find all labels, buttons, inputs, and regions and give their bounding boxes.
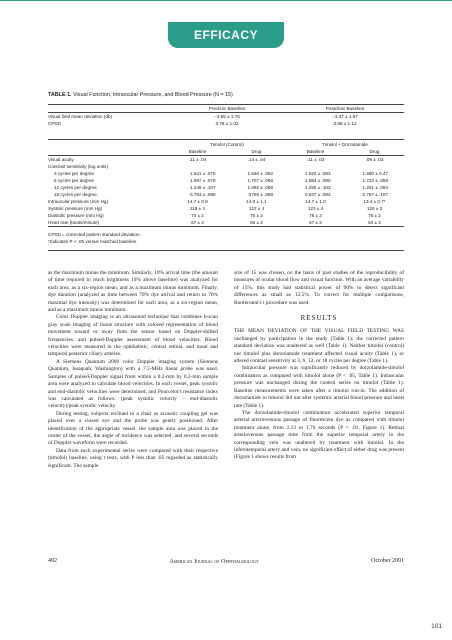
right-column	[234, 270, 404, 462]
row-label: 18 cycles per degree	[54, 192, 97, 197]
cell: 118 ± 4	[190, 206, 205, 211]
cell: −3.65 ± 1.76	[214, 114, 240, 119]
table-sub-header	[48, 148, 404, 155]
table-row	[48, 170, 404, 177]
cell: 1.249 ± .107	[189, 185, 216, 190]
sub-header: Drug	[369, 149, 380, 154]
cell: 1.524 ± .083	[304, 171, 331, 176]
cell: 123 ± 4	[307, 206, 324, 211]
table-group-header	[48, 140, 404, 148]
sub-header: Baseline	[306, 149, 325, 154]
table-header-preclinic: Preclinic Baseline	[208, 106, 246, 111]
paragraph: size of 15 was chosen, on the basis of past studies of the reproducibility of measures of ocular blood flow and visual function. With an average variability of 15%, this study had statistical power of 90% to detect significant differences as small as 12.5%. To correct for multiple comparisons, Bonferonni's t procedure was used.	[234, 270, 404, 306]
table-row	[48, 191, 404, 198]
cell: 1.255 ± .103	[304, 185, 331, 190]
paragraph: as the maximum minus the minimum. Similarly, 10% arrival time (the amount of time required to reach brightness 10% above baseline) was analyzed for each area, as a six-region mean, and as a maximum minus minimum. Finally, dye duration (analyzed as time between 70% dye arrival and return to 70% maximal dye intensity) was determined for each area, as a six-region mean, and as a maximum minus minimum.	[48, 270, 218, 314]
table-notes	[48, 231, 404, 245]
row-label: CPSD	[48, 121, 61, 126]
table-caption	[48, 92, 404, 98]
paragraph: Data from each experimental series were compared with their respective (timolol) baseline, using t tests, with P less than .05 regarded as statistically significant. The sample	[48, 447, 218, 469]
cell: 1.092 ± .086	[247, 185, 273, 190]
cell: 3.78 ± 1.02	[215, 121, 239, 126]
cell: 1.201 ± .094	[362, 185, 388, 190]
cell: 0.783 ± .098	[189, 192, 216, 197]
table-caption-text: Visual Function, Intraocular Pressure, and Blood Pressure (N = 15)	[73, 92, 233, 98]
cell: 78 ± 2	[309, 213, 322, 218]
cell: 1.548 ± .062	[247, 171, 273, 176]
cell: 14.7 ± 0.9	[187, 199, 208, 204]
table-body	[48, 156, 404, 226]
paragraph: Color Doppler imaging is an ultrasound technique that combines b-scan gray scale imaging of tissue structure with colored representation of blood movement toward or away from the sensor based on Doppler-shifted frequencies, and pulsed-Doppler assessment of blood velocities. Blood velocities were measured in the ophthalmic, central retinal, and nasal and temporal posterior ciliary arteries.	[48, 314, 218, 358]
cell: .11 ± .04	[188, 157, 207, 162]
cell: 1.590 ± 0.47	[362, 171, 388, 176]
table-caption-label: TABLE 1.	[48, 92, 72, 98]
cell: 66 ± 2	[250, 220, 263, 225]
table-row	[48, 156, 404, 163]
paragraph: THE MEAN DEVIATION OF THE VISUAL FIELD TESTING WAS unchanged by participation in the study (Table 1); the corrected pattern standard deviation was unaltered as well (Table 1). Neither timolol (control) nor timolol plus dorzolamide treatment affected visual acuity (Table 1), or altered contrast sensitivity at 3, 6, 12, or 18 cycles per degree (Table 1).	[234, 328, 404, 365]
footer-date: October 2001	[371, 558, 404, 564]
cell: 1.684 ± .090	[304, 178, 331, 183]
row-label: Visual field mean deviation (db)	[48, 114, 113, 119]
footer-page: 492	[48, 558, 57, 564]
paragraph: The dorzolamide-timolol combination accelerated superior temporal arterial arteriovenous passage of fluorescein dye as compared with timolol treatment alone, from 2.13 to 1.76 seconds (P = .01, Figure 1). Retinal arteriovenous passage time from the superior temporal artery to the corresponding vein was unaltered by treatment with timolol. In the inferotemporal artery and vein, no significant effect of either drug was present (Figure 1 shows results from	[234, 409, 404, 461]
cell: .11 ± .03	[306, 157, 325, 162]
group-header-combo: Timolol + Dorzolamide	[322, 141, 368, 147]
row-label: 12 cycles per degree	[54, 185, 97, 190]
cell: −3.37 ± 1.67	[332, 114, 358, 119]
sub-header: Drug	[251, 149, 262, 154]
cell: 13.4 ± 0.7*	[363, 199, 386, 204]
cell: 76 ± 3	[250, 213, 263, 218]
viewer-page-number: 101	[431, 623, 442, 630]
table-note: CPSD = corrected pattern standard deviation.	[48, 232, 141, 237]
footer-journal: American Journal of Ophthalmology	[169, 558, 259, 565]
cell: 1.707 ± .066	[247, 178, 273, 183]
table-row	[48, 163, 404, 170]
table-row	[48, 113, 404, 120]
table-1	[48, 92, 404, 251]
header-stripe	[0, 0, 452, 1]
row-label: Visual acuity	[48, 157, 74, 162]
table-row	[48, 120, 404, 127]
table-header-postclinic: Postclinic Baseline	[325, 106, 365, 111]
table-row	[48, 198, 404, 205]
cell: 67 ± 3	[191, 220, 204, 225]
cell: 1.697 ± .078	[189, 178, 216, 183]
row-label: Contrast sensitivity (log units)	[48, 164, 108, 169]
row-label: Intraocular pressure (mm Hg)	[48, 199, 108, 204]
section-tab: EFFICACY	[168, 22, 284, 48]
paragraph: A Siemens Quantum 2000 color Doppler imaging system (Siemens Quantum, Issaquah, Washington) with a 7.5-MHz linear probe was used. Samples of pulsed-Doppler signal from within a 0.2-mm by 0.2-mm sample area were analyzed to calculate blood velocities. In each vessel, peak systolic and end-diastolic velocities were determined, and Pourcelot's resistance index was calculated as follows: (peak systolic velocity − end-diastolic velocity)/peak systolic velocity.	[48, 358, 218, 410]
cell: 14.7 ± 1.0	[305, 199, 326, 204]
row-label: 6 cycles per degree	[54, 178, 95, 183]
cell: 0.847 ± .092	[304, 192, 331, 197]
cell: 76 ± 2	[368, 213, 381, 218]
group-header-timolol: Timolol (Control)	[210, 141, 244, 147]
cell: 14.0 ± 1.1	[246, 199, 267, 204]
cell: 3.86 ± 1.12	[333, 121, 357, 126]
cell: 67 ± 2	[309, 220, 322, 225]
paragraph: Intraocular pressure was significantly reduced by dorzolamide-timolol combination as compared with timolol alone (P < .05, Table 1). Intraocular pressure was unchanged during the control series on timolol (Table 1). Baseline measurements were taken after a timolol run-in. The addition of dorzolamide to timolol did not alter systemic arterial blood pressure and heart rate (Table 1).	[234, 365, 404, 409]
sub-header: Baseline	[188, 149, 207, 154]
row-label: Diastolic pressure (mm Hg)	[48, 213, 104, 218]
row-label: Systolic pressure (mm Hg)	[48, 206, 103, 211]
row-label: Heart rate (beats/minute)	[48, 220, 100, 225]
page-footer	[48, 558, 404, 565]
results-heading: RESULTS	[300, 314, 338, 323]
cell: .0759 ± .068	[247, 192, 273, 197]
cell: 1.722 ± .058	[362, 178, 388, 183]
row-label: 3 cycles per degree	[54, 171, 95, 176]
left-column	[48, 270, 218, 470]
table-note: *Indicates P < .05 versus matched baseline.	[48, 239, 138, 244]
cell: .14 ± .04	[247, 157, 266, 162]
cell: 74 ± 2	[191, 213, 204, 218]
cell: 1.641 ± .075	[189, 171, 216, 176]
paragraph: During testing, subjects reclined in a chair as acoustic coupling gel was placed over a closed eye and the probe was gently positioned. After identification of the appropriate vessel, the sample area was placed in the center of the vessel, the angle of incidence was selected, and several seconds of Doppler waveform were recorded.	[48, 410, 218, 447]
table-row	[48, 212, 404, 219]
table-row	[48, 219, 404, 226]
cell: 126 ± 3	[366, 206, 383, 211]
cell: 122 ± 4	[248, 206, 265, 211]
table-row	[48, 205, 404, 212]
cell: .09 ± .03	[365, 157, 384, 162]
table-row	[48, 184, 404, 191]
header-band	[0, 0, 452, 62]
table-row	[48, 177, 404, 184]
table-top-header	[48, 105, 404, 112]
cell: 64 ± 3	[368, 220, 381, 225]
cell: 0.757 ± .107	[362, 192, 388, 197]
